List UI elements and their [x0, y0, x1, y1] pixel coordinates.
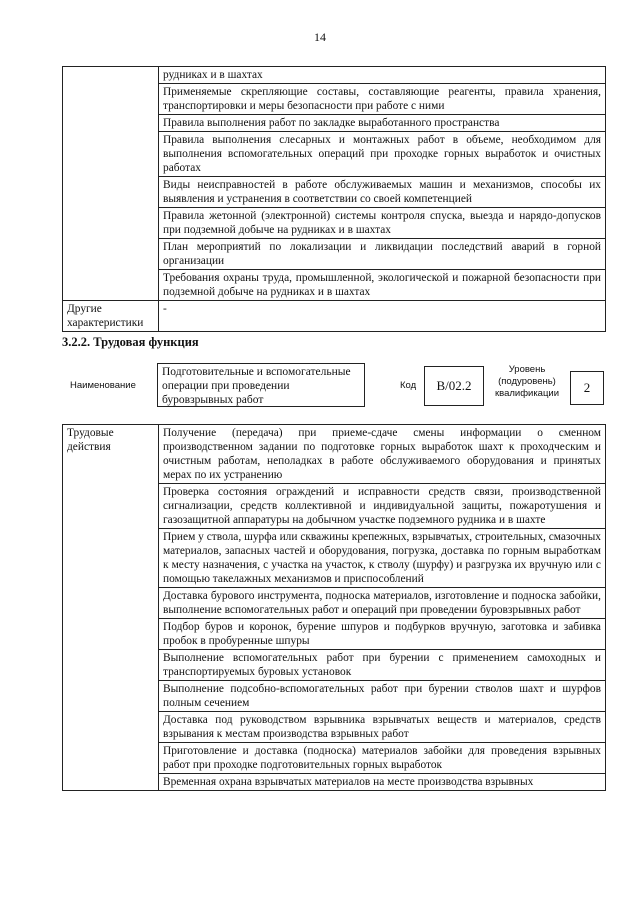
name-label: Наименование [70, 380, 136, 391]
table-cell: План мероприятий по локализации и ликвидации последствий аварий в горной организации [159, 239, 606, 270]
table-cell: Требования охраны труда, промышленной, экологической и пожарной безопасности при подземной добыче на рудниках и в шахтах [159, 270, 606, 301]
level-value-box: 2 [570, 371, 604, 405]
labor-actions-label: Трудовые действия [63, 425, 159, 791]
other-characteristics-label: Другие характеристики [63, 301, 159, 332]
table-row [63, 425, 606, 484]
table-cell: Выполнение подсобно-вспомогательных работ при бурении стволов шахт и шурфов полным сечением [159, 681, 606, 712]
section-heading: 3.2.2. Трудовая функция [62, 335, 199, 349]
table-cell: Правила выполнения слесарных и монтажных работ в объеме, необходимом для выполнения вспомогательных операций при проходке горных выработок и очистных работах [159, 132, 606, 177]
table-cell: Правила жетонной (электронной) системы контроля спуска, выезда и нарядо-допусков при подземной добыче на рудниках и в шахтах [159, 208, 606, 239]
knowledge-table [62, 66, 606, 332]
level-label: Уровень (подуровень) квалификации [494, 364, 560, 399]
page-number: 14 [314, 30, 326, 44]
table-cell: Прием у ствола, шурфа или скважины крепежных, взрывчатых, строительных, смазочных материалов, запасных частей и оборудования, погрузка, доставка по горным выработкам к месту назначения, с участка на участок, к стволу (шурфу) и разгрузка их вручную или с помощью такелажных механизмов и приспособлений [159, 529, 606, 588]
table-cell: Проверка состояния ограждений и исправности средств связи, производственной сигнализации, средств коллективной и индивидуальной защиты, пожаротушения и газозащитной аппаратуры на добычном участке подземного рудника и в шахте [159, 484, 606, 529]
code-label: Код [400, 380, 417, 391]
table-row [63, 67, 606, 84]
labor-actions-table [62, 424, 606, 791]
table-cell: Подбор буров и коронок, бурение шпуров и подбурков вручную, заготовка и забивка пробок в пробуренные шпуры [159, 619, 606, 650]
table-row [63, 301, 606, 332]
table-cell: рудниках и в шахтах [159, 67, 606, 84]
table-cell: Доставка под руководством взрывника взрывчатых веществ и материалов, средств взрывания к местам производства взрывных работ [159, 712, 606, 743]
table-cell: Виды неисправностей в работе обслуживаемых машин и механизмов, способы их выявления и устранения в соответствии со своей компетенцией [159, 177, 606, 208]
table-cell: Приготовление и доставка (подноска) материалов забойки для проведения взрывных работ при проходке подготовительных горных выработок [159, 743, 606, 774]
function-header [62, 360, 610, 410]
function-code-box: В/02.2 [424, 366, 484, 406]
table-cell: Доставка бурового инструмента, подноска материалов, изготовление и подноска забойки, выполнение вспомогательных работ и операций при проведении буровзрывных работ [159, 588, 606, 619]
table-cell: Временная охрана взрывчатых материалов на месте производства взрывных [159, 774, 606, 791]
table-cell: Получение (передача) при приеме-сдаче смены информации о сменном производственном задании по подготовке горных выработок шахт к проходческим и очистным работам, неполадках в работе обслуживаемого оборудования и принятых мерах по их устранению [159, 425, 606, 484]
table-left-cell [63, 67, 159, 301]
other-characteristics-value: - [159, 301, 606, 332]
table-cell: Применяемые скрепляющие составы, составляющие реагенты, правила хранения, транспортировки и меры безопасности при работе с ними [159, 84, 606, 115]
function-name-box: Подготовительные и вспомогательные операции при проведении буровзрывных работ [157, 363, 365, 407]
table-cell: Выполнение вспомогательных работ при бурении с применением самоходных и транспортируемых буровых установок [159, 650, 606, 681]
table-cell: Правила выполнения работ по закладке выработанного пространства [159, 115, 606, 132]
